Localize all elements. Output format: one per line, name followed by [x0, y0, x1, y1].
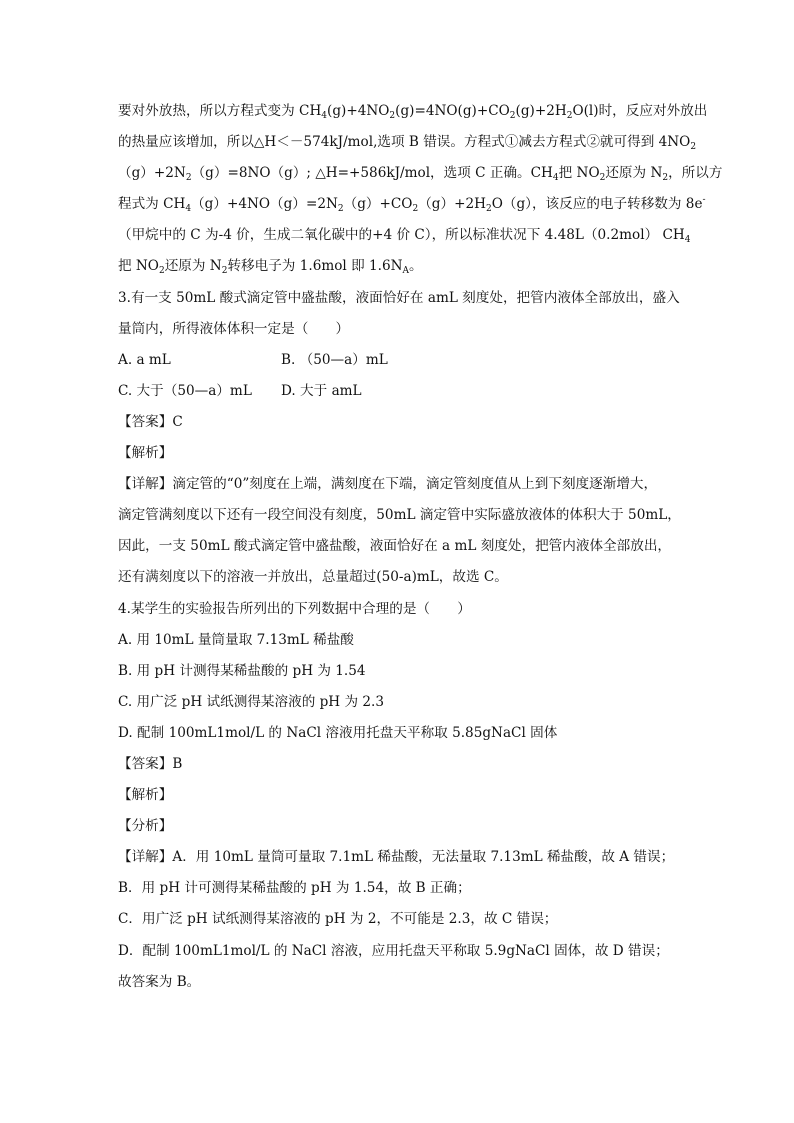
question-3-detail-4: 还有满刻度以下的溶液一并放出，总量超过(50-a)mL，故选 C。	[118, 569, 508, 586]
question-4-option-c: C. 用广泛 pH 试纸测得某溶液的 pH 为 2.3	[118, 693, 385, 710]
question-4-detail-c: C．用广泛 pH 试纸测得某溶液的 pH 为 2，不可能是 2.3，故 C 错误；	[118, 911, 558, 928]
explanation-line-6: 把 $NO_2$还原为 $N_2$转移电子为 1.6mol 即 $1.6N_A$。	[118, 258, 423, 277]
explanation-line-3: $(g)+2N_2(g)=8NO(g)$; △H=+586kJ/mol，选项 C 正确。$CH_4$把 $NO_2$还原为 $N_2$，所以方	[118, 165, 723, 184]
question-4-option-d: D. 配制 100mL1mol/L 的 NaCl 溶液用托盘天平称取 5.85gNaCl 固体	[118, 724, 558, 741]
question-3-option-a: A. a mL	[118, 351, 171, 368]
question-3-detail-3: 因此，一支 50mL 酸式滴定管中盛盐酸，液面恰好在 a mL 刻度处，把管内液体全部放出，	[118, 538, 672, 555]
question-4-detail-a: 【详解】A．用 10mL 量筒可量取 7.1mL 稀盐酸，无法量取 7.13mL 稀盐酸，故 A 错误；	[118, 849, 675, 866]
question-4-option-a: A. 用 10mL 量筒量取 7.13mL 稀盐酸	[118, 631, 354, 648]
question-4-conclusion: 故答案为 B。	[118, 973, 201, 990]
question-3-stem: 3.有一支 50mL 酸式滴定管中盛盐酸，液面恰好在 amL 刻度处，把管内液体全部放出，盛入	[118, 289, 680, 306]
question-4-detail-b: B．用 pH 计可测得某稀盐酸的 pH 为 1.54，故 B 正确；	[118, 880, 471, 897]
explanation-line-1: 要对外放热，所以方程式变为 $CH_4(g)+4NO_2(g)=4NO(g)+CO_2(g)+2H_2O(l)$时，反应对外放出	[118, 103, 708, 121]
document-body	[118, 96, 723, 998]
question-4-analysis-heading: 【解析】	[118, 787, 173, 804]
question-4-detail-d: D．配制 100mL1mol/L 的 NaCl 溶液，应用托盘天平称取 5.9gNaCl 固体，故 D 错误；	[118, 942, 669, 959]
question-3-option-c: C. 大于（50—a）mL	[118, 382, 252, 399]
question-3-option-b: B. （50—a）mL	[281, 351, 388, 368]
explanation-line-4: 程式为 $CH_4(g)+4NO(g)=2N_2(g)+CO_2(g)+2H_2O(g)$，该反应的电子转移数为 8e-	[118, 195, 706, 215]
question-3-detail-1: 【详解】滴定管的“0”刻度在上端，满刻度在下端，滴定管刻度值从上到下刻度逐渐增大，	[118, 476, 658, 493]
question-3-options-row-1	[118, 345, 684, 376]
explanation-line-2: 的热量应该增加，所以△H＜－574kJ/mol,选项 B 错误。方程式①减去方程式②就可得到 $4NO_2$	[118, 134, 697, 153]
question-4-option-b: B. 用 pH 计测得某稀盐酸的 pH 为 1.54	[118, 662, 366, 679]
question-4-answer: 【答案】B	[118, 755, 183, 772]
question-4-fenxi-heading: 【分析】	[118, 818, 173, 835]
question-3-options-row-2	[118, 376, 684, 407]
question-3-analysis-heading: 【解析】	[118, 445, 173, 462]
question-3-detail-2: 滴定管满刻度以下还有一段空间没有刻度，50mL 滴定管中实际盛放液体的体积大于 50mL，	[118, 507, 681, 524]
question-4-stem: 4.某学生的实验报告所列出的下列数据中合理的是（ ）	[118, 600, 471, 617]
explanation-line-5: （甲烷中的 C 为-4 价，生成二氧化碳中的+4 价 C），所以标准状况下 4.48L（0.2mol） $CH_4$	[118, 227, 691, 246]
question-3-answer: 【答案】C	[118, 413, 183, 430]
question-3-stem-cont: 量筒内，所得液体体积一定是（ ）	[118, 320, 350, 337]
question-3-option-d: D. 大于 amL	[281, 382, 362, 399]
